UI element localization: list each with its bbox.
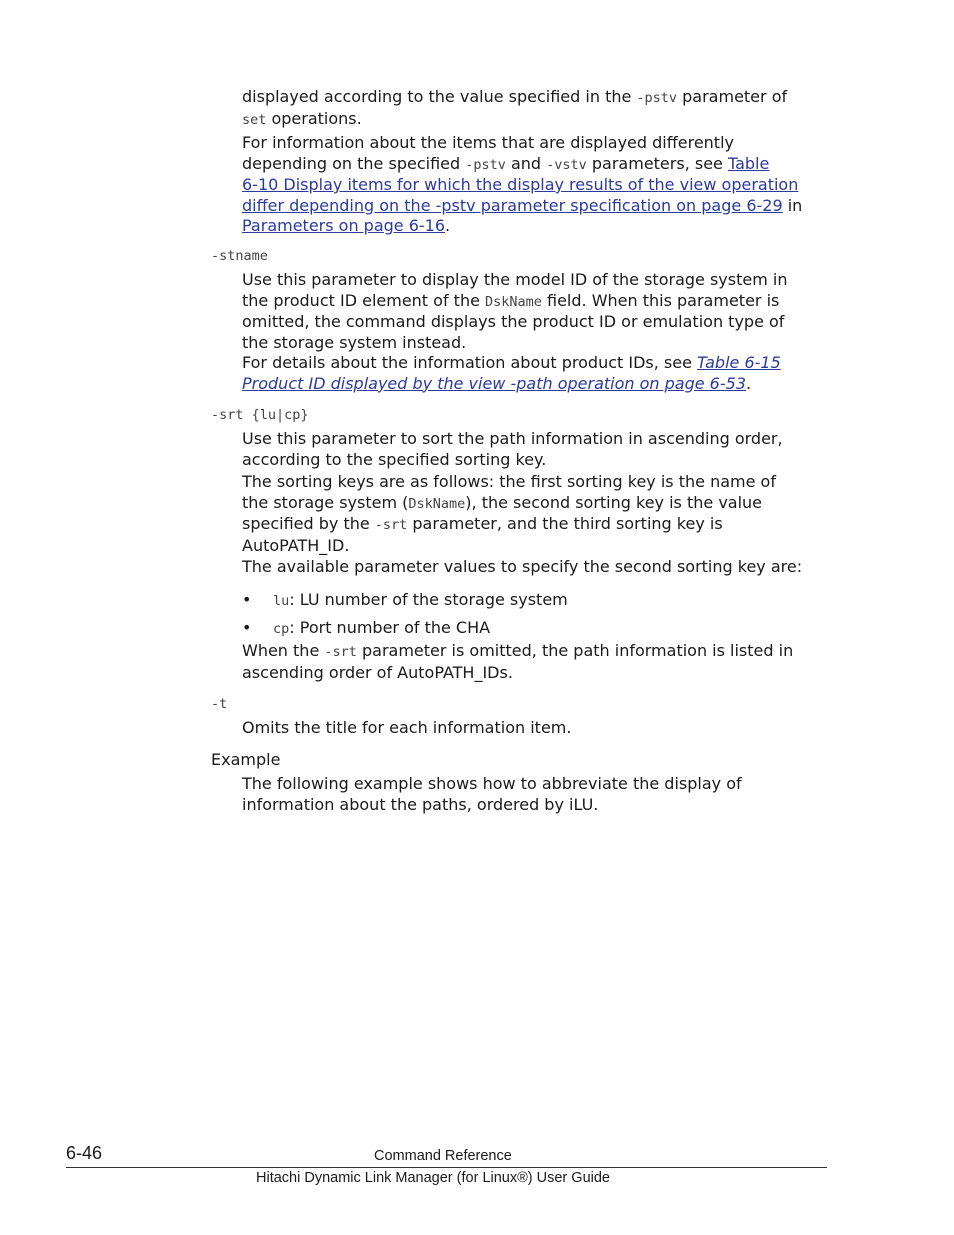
text: the storage system instead.: [242, 332, 467, 352]
book-title: Hitachi Dynamic Link Manager (for Linux®) User Guide: [256, 1170, 610, 1186]
text: : LU number of the storage system: [289, 590, 568, 609]
code-vstv: -vstv: [546, 156, 587, 173]
text: : Port number of the CHA: [289, 618, 491, 637]
table-6-15-link[interactable]: Table 6-15: [697, 353, 781, 372]
example-heading: Example: [211, 750, 281, 769]
table-6-15-link[interactable]: Product ID displayed by the view -path operation on page 6-53: [242, 373, 746, 393]
t-paragraph: Omits the title for each information item.: [242, 718, 572, 737]
term-srt: -srt {lu|cp}: [211, 407, 309, 423]
text: parameters, see: [586, 153, 728, 173]
text: and: [505, 153, 547, 173]
text: parameter of: [677, 87, 788, 106]
text: according to the specified sorting key.: [242, 449, 547, 469]
code-dskname: DskName: [485, 293, 542, 310]
table-6-10-link[interactable]: differ depending on the -pstv parameter specification on page 6-29: [242, 195, 783, 215]
text: AutoPATH_ID.: [242, 535, 350, 555]
text: For details about the information about product IDs, see: [242, 353, 698, 372]
code-srt: -srt: [324, 644, 357, 660]
text: parameter is omitted, the path information is listed in: [356, 641, 794, 660]
stname-paragraph-1: [242, 270, 832, 353]
text: When the: [242, 641, 325, 660]
text: the storage system (: [242, 492, 409, 512]
text: The following example shows how to abbreviate the display of: [242, 774, 742, 793]
srt-paragraph-1: [242, 429, 832, 470]
bullet-icon: •: [242, 590, 252, 609]
text: Use this parameter to display the model ID of the storage system in: [242, 270, 788, 289]
text: For information about the items that are displayed differently: [242, 133, 734, 152]
text: .: [445, 216, 451, 235]
example-paragraph: [242, 774, 832, 815]
text: The sorting keys are as follows: the first sorting key is the name of: [242, 472, 776, 491]
bullet-icon: •: [242, 618, 252, 637]
text: the product ID element of the: [242, 290, 486, 310]
text: .: [746, 373, 752, 393]
text: operations.: [266, 108, 362, 128]
text: depending on the specified: [242, 153, 466, 173]
srt-paragraph-4: [242, 641, 832, 683]
table-6-10-link[interactable]: Table: [727, 153, 770, 173]
list-item: [242, 590, 568, 611]
code-cp: cp: [273, 621, 290, 637]
footer-divider: [66, 1167, 827, 1168]
text: field. When this parameter is: [541, 290, 780, 310]
srt-paragraph-3: The available parameter values to specify the second sorting key are:: [242, 557, 803, 576]
text: parameter, and the third sorting key is: [407, 514, 723, 533]
text: Use this parameter to sort the path information in ascending order,: [242, 429, 783, 448]
text: information about the paths, ordered by iLU.: [242, 794, 599, 814]
page-number: 6-46: [66, 1143, 103, 1163]
stname-paragraph-2: [242, 353, 832, 394]
chapter-title: Command Reference: [374, 1148, 512, 1164]
intro-paragraph-1: [242, 87, 832, 130]
parameters-link[interactable]: Parameters on page 6-16: [242, 216, 446, 235]
term-stname: -stname: [211, 248, 268, 264]
text: omitted, the command displays the product ID or emulation type of: [242, 312, 785, 331]
srt-paragraph-2: [242, 472, 832, 556]
text: in: [782, 195, 803, 215]
list-item: [242, 618, 490, 639]
intro-paragraph-2: [242, 133, 832, 237]
code-srt: -srt: [374, 517, 408, 533]
code-dskname: DskName: [408, 495, 466, 512]
code-lu: lu: [273, 593, 290, 609]
code-pstv: -pstv: [636, 90, 678, 106]
code-set: set: [242, 111, 267, 128]
text: ), the second sorting key is the value: [465, 492, 763, 512]
text: ascending order of AutoPATH_IDs.: [242, 662, 513, 682]
text: specified by the: [242, 514, 375, 533]
text: displayed according to the value specified in the: [242, 87, 637, 106]
table-6-10-link[interactable]: 6-10 Display items for which the display results of the view operation: [242, 175, 799, 194]
term-t: -t: [211, 696, 228, 712]
code-pstv: -pstv: [465, 156, 506, 173]
